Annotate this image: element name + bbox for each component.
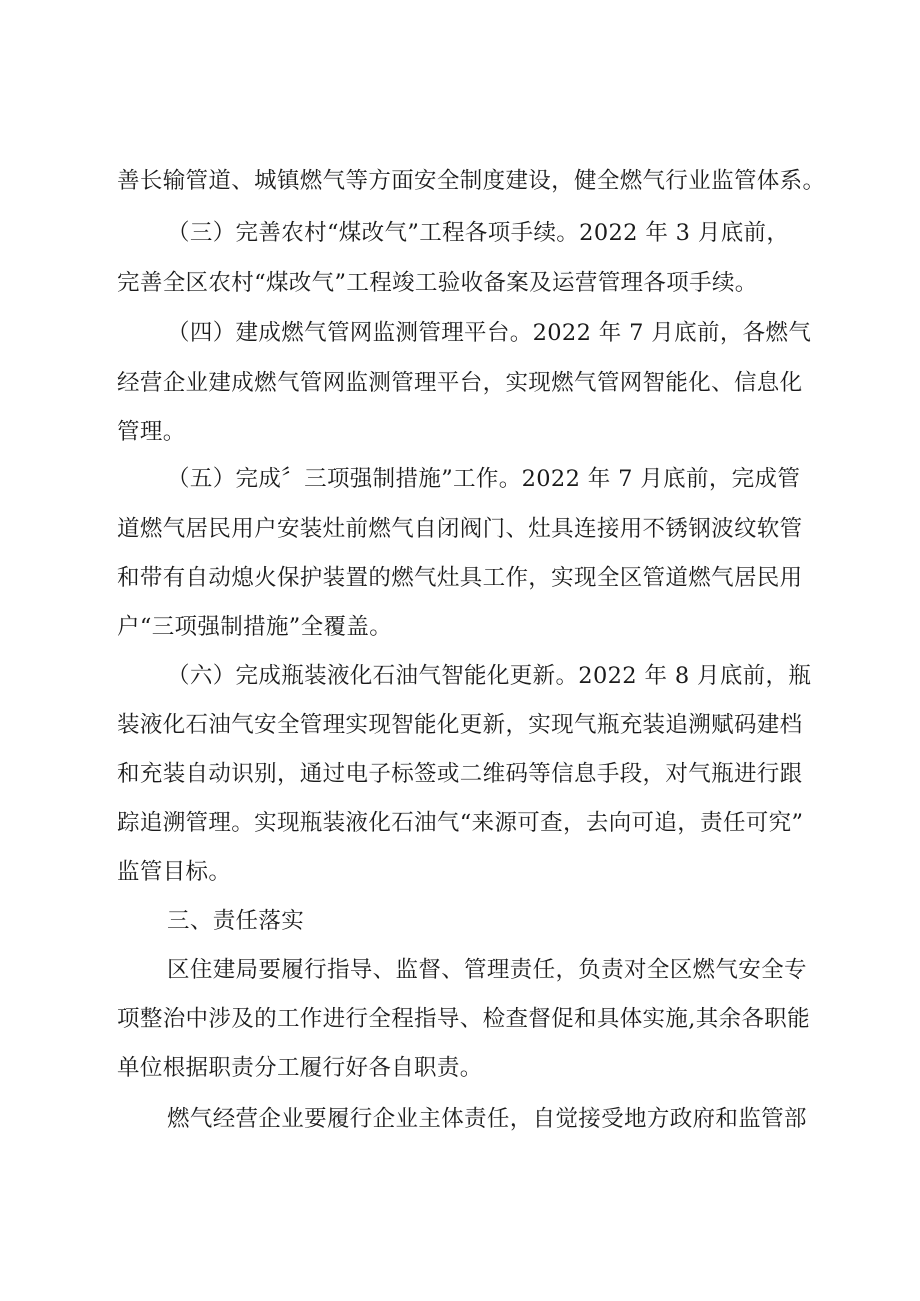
section-5-heading-line: （五）完成〞三项强制措施”工作。2022 年 7 月底前，完成管 bbox=[167, 466, 801, 492]
text-line: 区住建局要履行指导、监督、管理责任，负责对全区燃气安全专 bbox=[167, 957, 807, 983]
section-4-heading-line: （四）建成燃气管网监测管理平台。2022 年 7 月底前，各燃气 bbox=[167, 320, 812, 346]
text-line: 和充装自动识别，通过电子标签或二维码等信息手段，对气瓶进行跟 bbox=[117, 761, 803, 787]
text-line: 和带有自动熄火保护装置的燃气灶具工作，实现全区管道燃气居民用 bbox=[117, 565, 803, 591]
text-line: 善长输管道、城镇燃气等方面安全制度建设，健全燃气行业监管体系。 bbox=[117, 168, 826, 194]
section-3-heading-line: （三）完善农村“煤改气”工程各项手续。2022 年 3 月底前， bbox=[167, 220, 790, 246]
text-line: 踪追溯管理。实现瓶装液化石油气“来源可查，去向可追，责任可究” bbox=[117, 810, 804, 836]
text-line: 监管目标。 bbox=[117, 859, 232, 885]
text-line: 户“三项强制措施”全覆盖。 bbox=[117, 614, 393, 640]
text-line: 道燃气居民用户安装灶前燃气自闭阀门、灶具连接用不锈钢波纹软管 bbox=[117, 516, 803, 542]
text-line: 项整治中涉及的工作进行全程指导、检查督促和具体实施,其余各职能 bbox=[117, 1006, 811, 1032]
text-line: 单位根据职责分工履行好各自职责。 bbox=[117, 1055, 483, 1081]
text-line: 经营企业建成燃气管网监测管理平台，实现燃气管网智能化、信息化 bbox=[117, 370, 803, 396]
text-line: 燃气经营企业要履行企业主体责任，自觉接受地方政府和监管部 bbox=[167, 1106, 807, 1132]
text-line: 装液化石油气安全管理实现智能化更新，实现气瓶充装追溯赋码建档 bbox=[117, 712, 803, 738]
section-6-heading-line: （六）完成瓶装液化石油气智能化更新。2022 年 8 月底前，瓶 bbox=[167, 663, 812, 689]
text-line: 管理。 bbox=[117, 419, 186, 445]
section-heading-responsibility: 三、责任落实 bbox=[167, 908, 305, 934]
text-line: 完善全区农村“煤改气”工程竣工验收备案及运营管理各项手续。 bbox=[117, 270, 758, 296]
